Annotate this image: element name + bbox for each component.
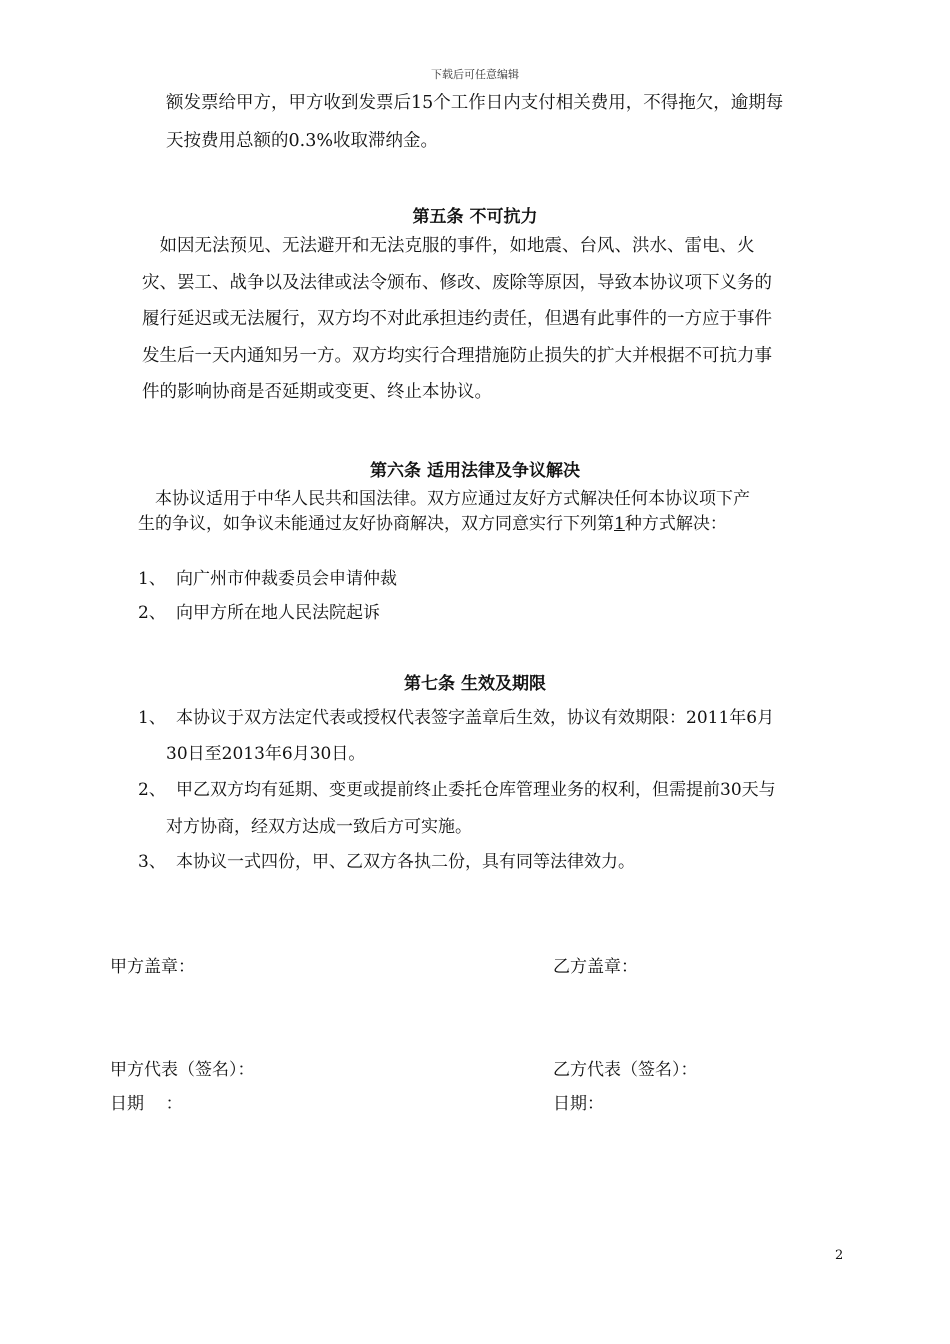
list-number: 1、 (138, 569, 166, 589)
list-number: 2、 (138, 780, 166, 800)
list-text: 向甲方所在地人民法院起诉 (176, 603, 380, 623)
article-6-line-2-post: 种方式解决： (624, 514, 727, 534)
article-6-body (138, 487, 750, 537)
article-5-line: 履行延迟或无法履行，双方均不对此承担违约责任，但遇有此事件的一方应于事件 (142, 309, 772, 329)
party-a-representative-label: 甲方代表（签名）： (110, 1060, 255, 1080)
list-item (138, 564, 397, 589)
list-text: 本协议一式四份，甲、乙双方各执二份，具有同等法律效力。 (176, 852, 635, 872)
list-item-continuation: 对方协商，经双方达成一致后方可实施。 (166, 817, 472, 837)
party-b-seal-label: 乙方盖章： (553, 957, 638, 977)
fee-paragraph-line-1: 额发票给甲方，甲方收到发票后15个工作日内支付相关费用，不得拖欠，逾期每 (166, 93, 784, 113)
fee-paragraph-line-2: 天按费用总额的0.3%收取滞纳金。 (166, 131, 438, 151)
article-6-line-2-pre: 生的争议，如争议未能通过友好协商解决，双方同意实行下列第 (138, 514, 614, 534)
page-header: 下载后可任意编辑 (431, 68, 519, 81)
article-5-line: 如因无法预见、无法避开和无法克服的事件，如地震、台风、洪水、雷电、火 (142, 236, 755, 256)
list-item (138, 775, 776, 800)
list-number: 3、 (138, 852, 166, 872)
dispute-method-number: 1 (614, 514, 625, 534)
article-6-line-1: 本协议适用于中华人民共和国法律。双方应通过友好方式解决任何本协议项下产 (138, 489, 750, 509)
list-item (138, 703, 775, 728)
article-7-title: 第七条 生效及期限 (404, 674, 546, 694)
article-6-line-2 (138, 512, 750, 537)
list-number: 1、 (138, 708, 166, 728)
party-a-seal-label: 甲方盖章： (110, 957, 195, 977)
page-number: 2 (835, 1248, 844, 1263)
list-item (138, 847, 635, 872)
article-5-body (142, 228, 772, 411)
list-number: 2、 (138, 603, 166, 623)
article-5-title: 第五条 不可抗力 (412, 207, 538, 227)
article-5-line: 发生后一天内通知另一方。双方均实行合理措施防止损失的扩大并根据不可抗力事 (142, 345, 772, 366)
list-text: 向广州市仲裁委员会申请仲裁 (176, 569, 397, 589)
party-b-date-label: 日期： (553, 1094, 604, 1114)
list-item (138, 598, 380, 623)
list-text: 本协议于双方法定代表或授权代表签字盖章后生效，协议有效期限：2011年6月 (176, 708, 775, 728)
list-text: 甲乙双方均有延期、变更或提前终止委托仓库管理业务的权利，但需提前30天与 (176, 780, 776, 800)
list-item-continuation: 30日至2013年6月30日。 (166, 744, 366, 764)
party-b-representative-label: 乙方代表（签名）： (553, 1060, 698, 1080)
article-6-title: 第六条 适用法律及争议解决 (370, 461, 580, 481)
article-5-line: 件的影响协商是否延期或变更、终止本协议。 (142, 382, 492, 402)
article-5-line: 灾、罢工、战争以及法律或法令颁布、修改、废除等原因，导致本协议项下义务的 (142, 272, 772, 293)
party-a-date-label: 日期 ： (110, 1094, 183, 1114)
